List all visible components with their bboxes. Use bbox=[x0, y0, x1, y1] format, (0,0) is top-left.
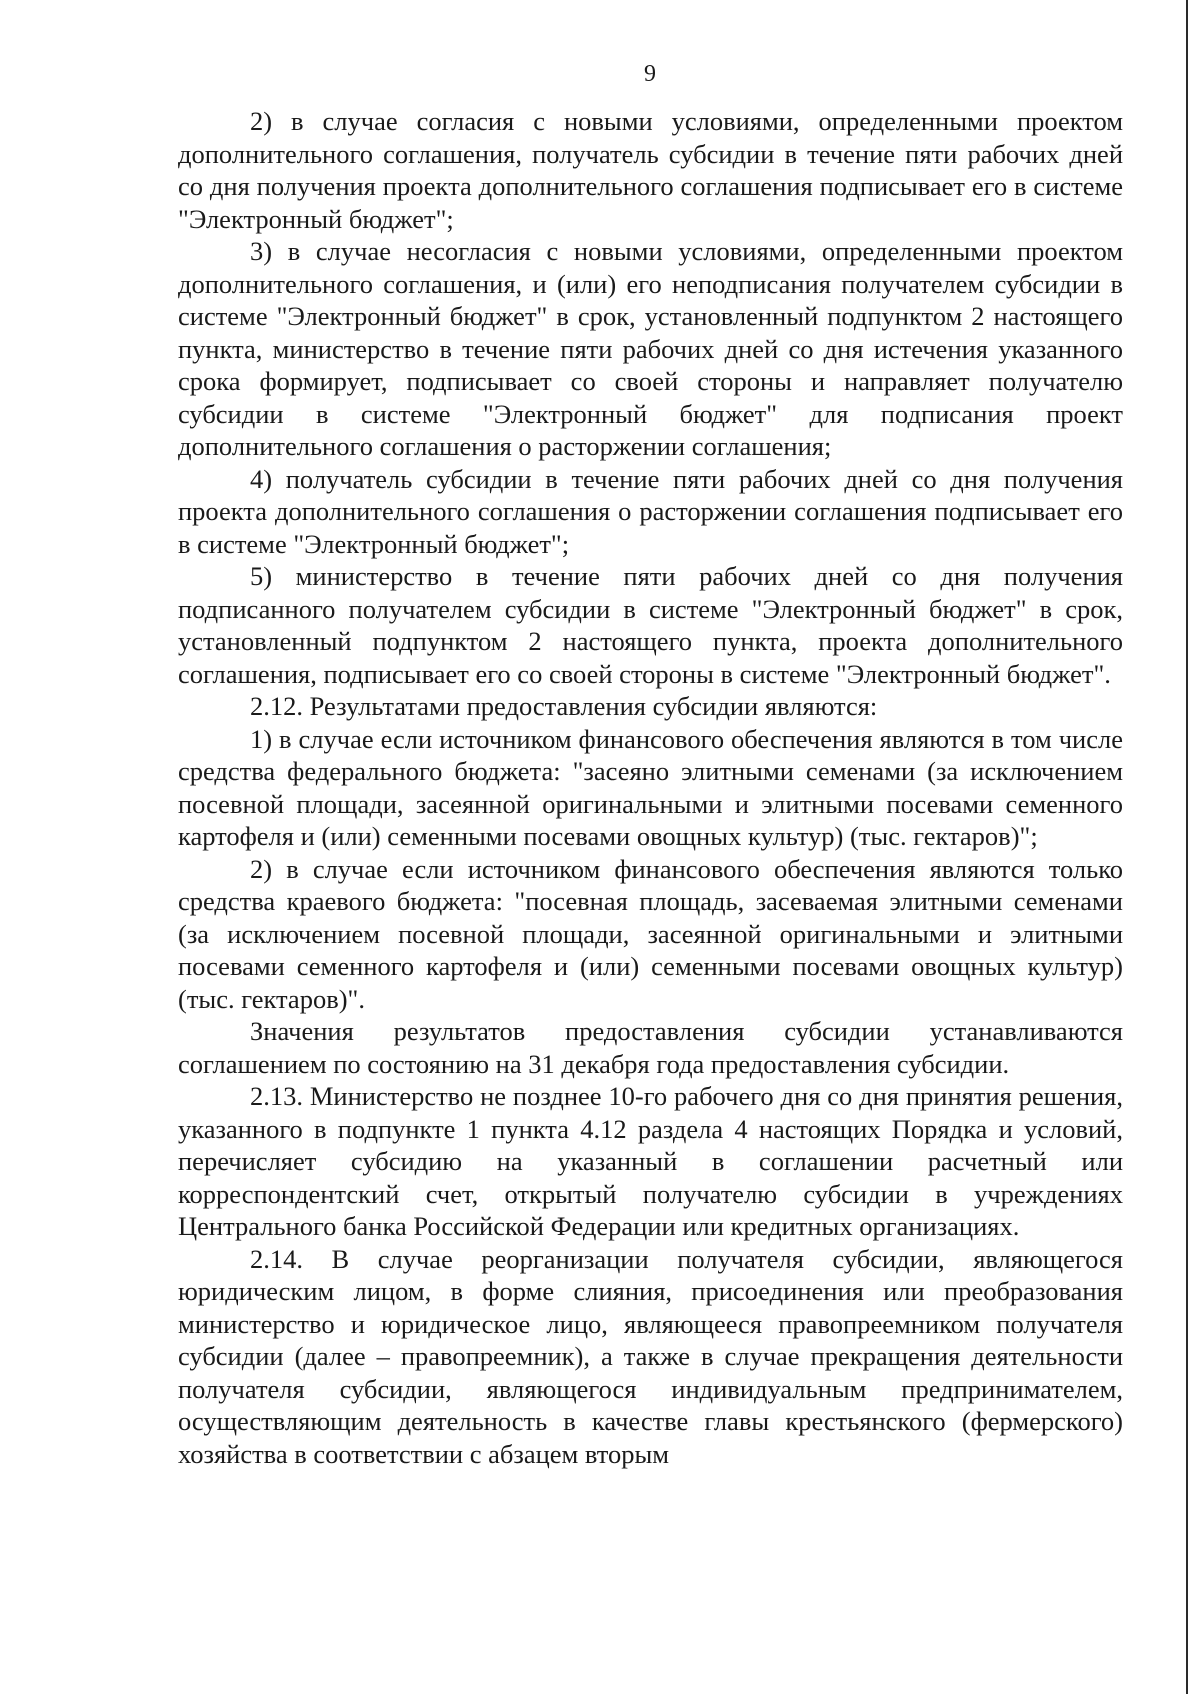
paragraph-subitem-2: 2) в случае согласия с новыми условиями, определенными проектом дополнительного соглашения, получатель субсидии в течение пяти рабочих дней со дня получения проекта дополнительного соглашения подписывает его в системе "Электронный бюджет"; bbox=[178, 106, 1123, 234]
page-number: 9 bbox=[644, 61, 656, 87]
paragraph-2-14: 2.14. В случае реорганизации получателя субсидии, являющегося юридическим лицом, в форме слияния, присоединения или преобразования министерство и юридическое лицо, являющееся правопреемником получателя субсидии (далее – правопреемник), а также в случае прекращения деятельности получателя субсидии, являющегося индивидуальным предпринимателем, осуществляющим деятельность в качестве главы крестьянского (фермерского) хозяйства в соответствии с абзацем вторым bbox=[178, 1243, 1123, 1469]
paragraph-2-12-heading: 2.12. Результатами предоставления субсидии являются: bbox=[250, 691, 878, 721]
document-body bbox=[178, 105, 1123, 1470]
paragraph-subitem-3: 3) в случае несогласия с новыми условиями, определенными проектом дополнительного соглашения, и (или) его неподписания получателем субсидии в системе "Электронный бюджет" в срок, установленный подпунктом 2 настоящего пункта, министерство в течение пяти рабочих дней со дня истечения указанного срока формирует, подписывает со своей стороны и направляет получателю субсидии в системе "Электронный бюджет" для подписания проект дополнительного соглашения о расторжении соглашения; bbox=[178, 236, 1123, 461]
paragraph-2-12-item-2: 2) в случае если источником финансового обеспечения являются только средства краевого бюджета: "посевная площадь, засеваемая элитными семенами (за исключением посевной площади, засеянной оригинальными и элитными посевами семенного картофеля и (или) семенными посевами овощных культур) (тыс. гектаров)". bbox=[178, 853, 1123, 1014]
paragraph-subitem-5: 5) министерство в течение пяти рабочих дней со дня получения подписанного получателем субсидии в системе "Электронный бюджет" в срок, установленный подпунктом 2 настоящего пункта, проекта дополнительного соглашения, подписывает его со своей стороны в системе "Электронный бюджет". bbox=[178, 561, 1123, 689]
paragraph-2-12-item-1: 1) в случае если источником финансового обеспечения являются в том числе средства федерального бюджета: "засеяно элитными семенами (за исключением посевной площади, засеянной оригинальными и элитными посевами семенного картофеля и (или) семенными посевами овощных культур) (тыс. гектаров)"; bbox=[178, 723, 1123, 851]
scan-edge-line bbox=[1186, 0, 1188, 1694]
paragraph-results-values: Значения результатов предоставления субсидии устанавливаются соглашением по состоянию на 31 декабря года предоставления субсидии. bbox=[178, 1016, 1123, 1079]
paragraph-2-13: 2.13. Министерство не позднее 10-го рабочего дня со дня принятия решения, указанного в подпункте 1 пункта 4.12 раздела 4 настоящих Порядка и условий, перечисляет субсидию на указанный в соглашении расчетный или корреспондентский счет, открытый получателю субсидии в учреждениях Центрального банка Российской Федерации или кредитных организациях. bbox=[178, 1081, 1123, 1241]
paragraph-subitem-4: 4) получатель субсидии в течение пяти рабочих дней со дня получения проекта дополнительного соглашения о расторжении соглашения подписывает его в системе "Электронный бюджет"; bbox=[178, 463, 1123, 559]
